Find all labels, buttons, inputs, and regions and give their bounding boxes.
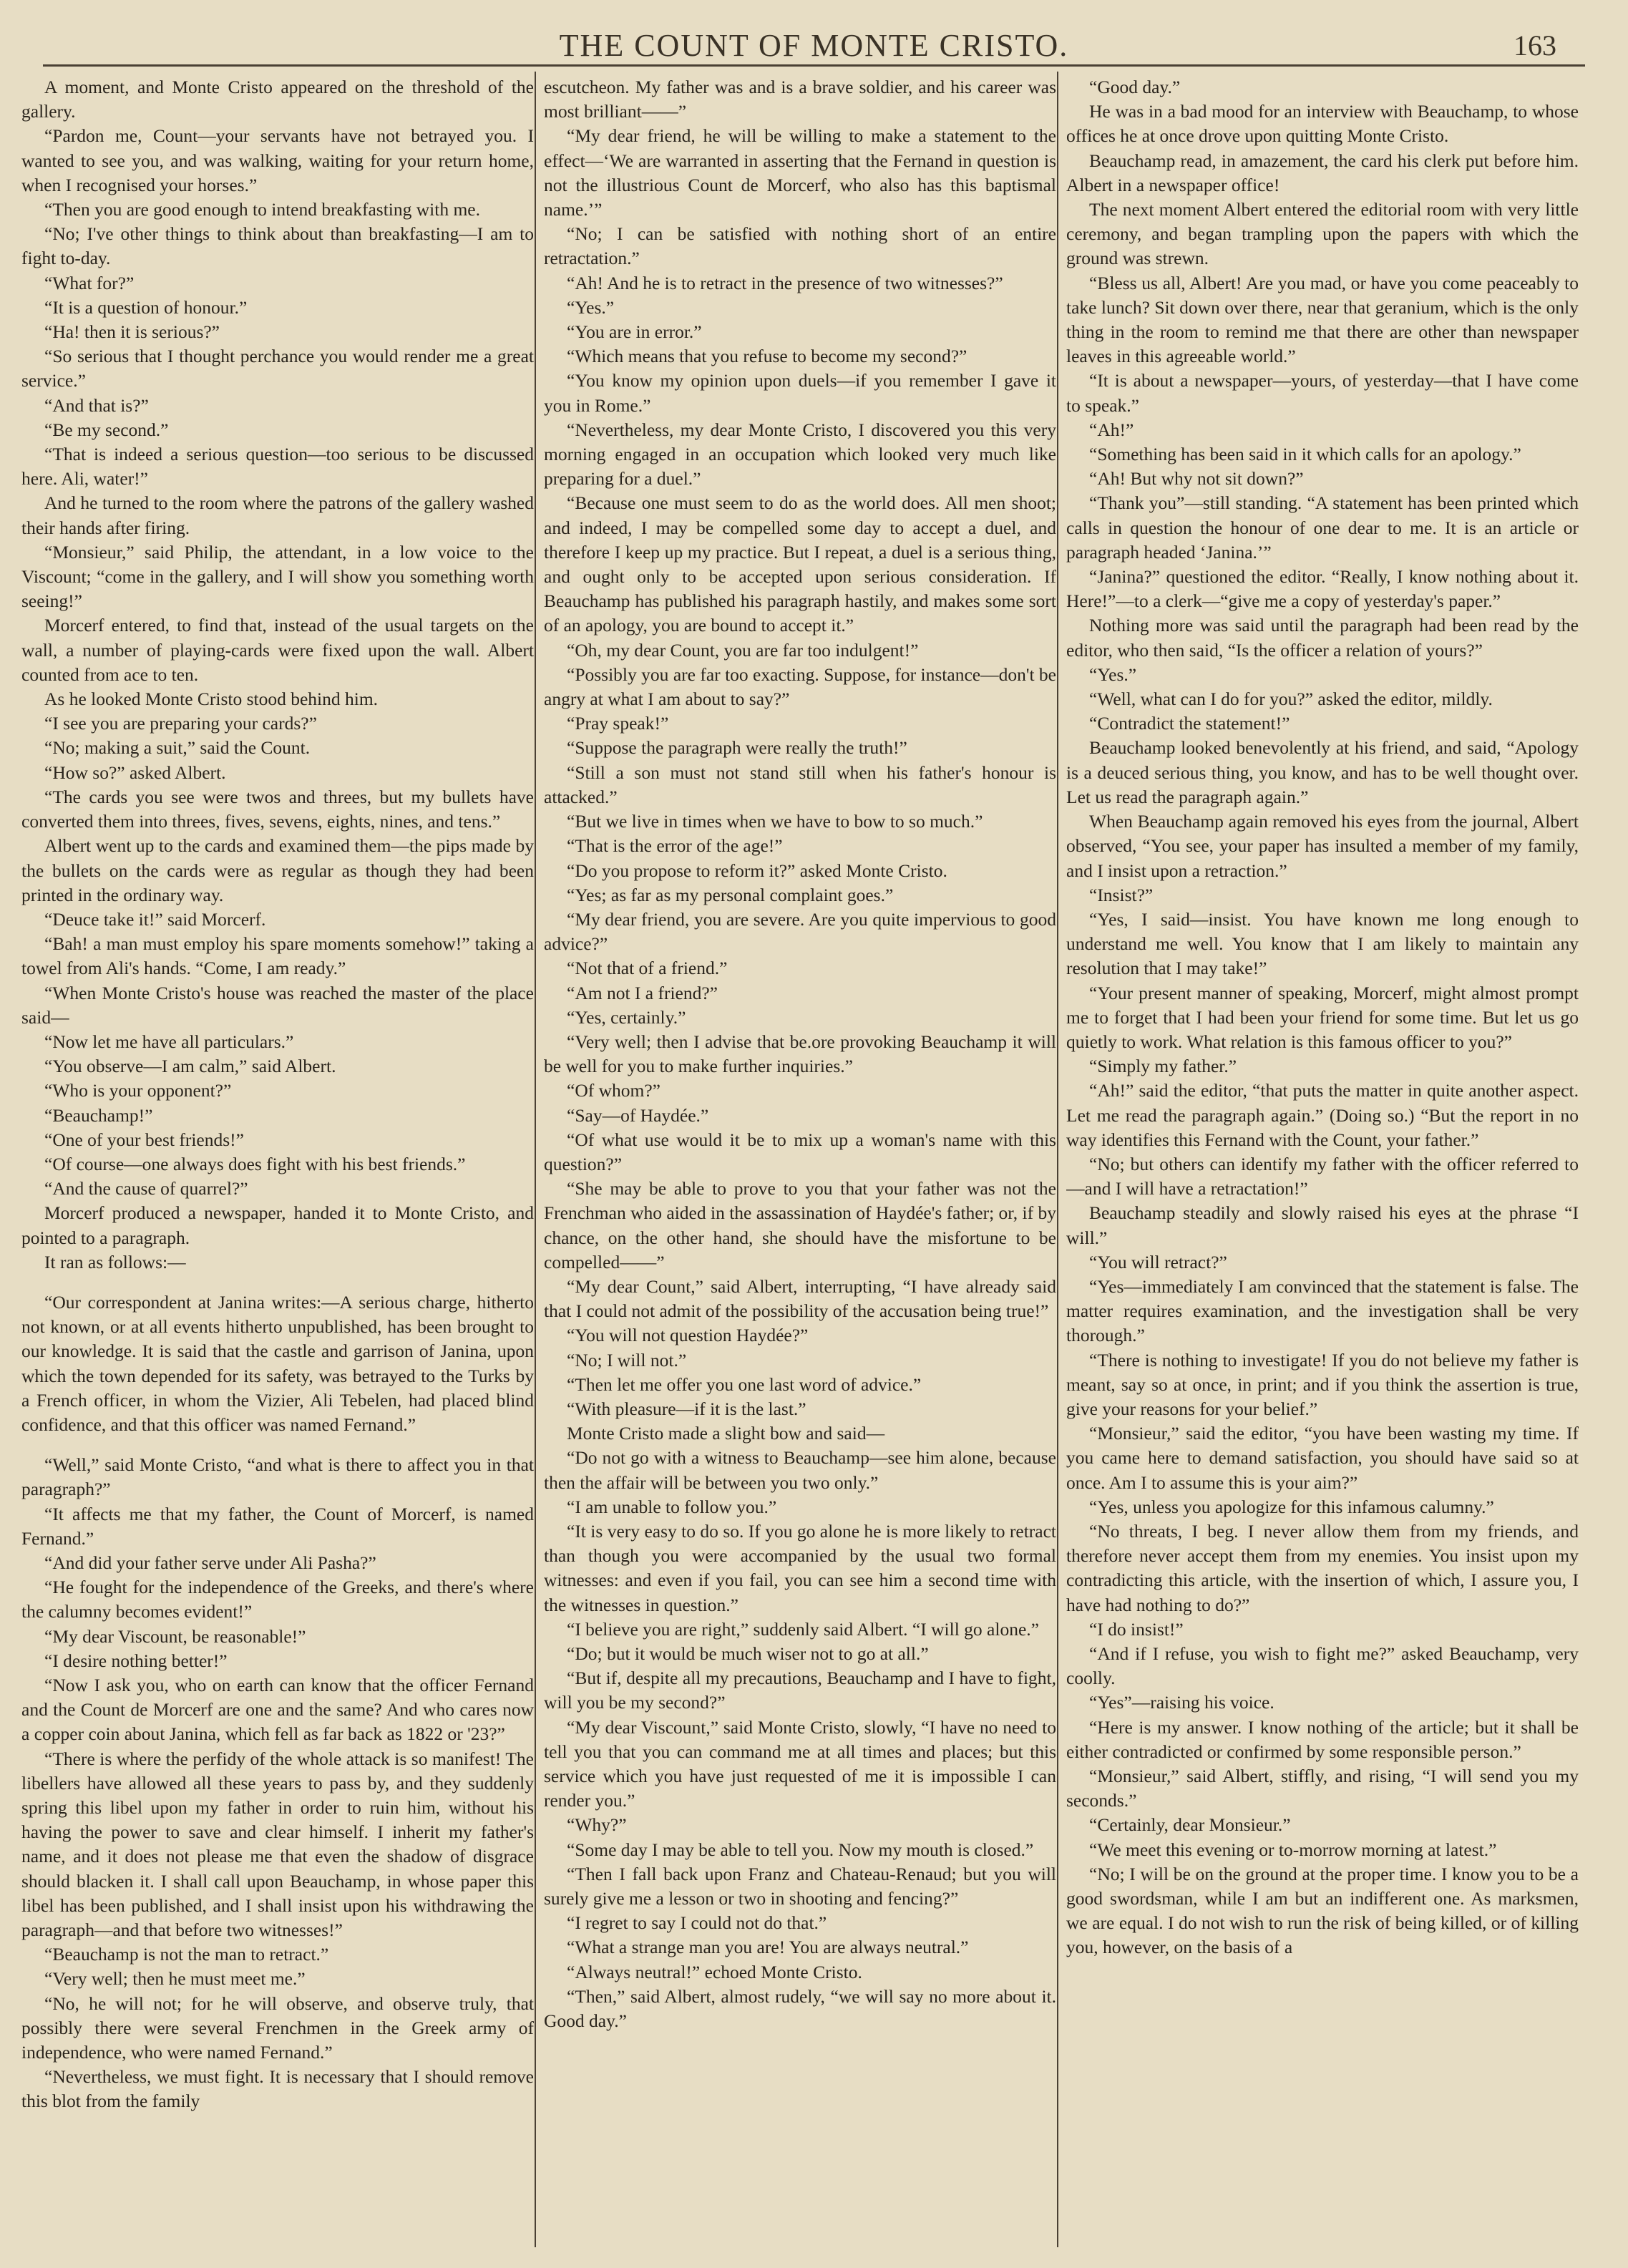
paragraph: “Yes”—raising his voice. (1089, 1692, 1274, 1713)
paragraph: As he looked Monte Cristo stood behind him. (44, 688, 379, 710)
paragraph: “Nevertheless, we must fight. It is necessary that I should remove this blot from the family (21, 2066, 534, 2112)
paragraph: “Some day I may be able to tell you. Now my mouth is closed.” (567, 1839, 1034, 1860)
paragraph: “What a strange man you are! You are always neutral.” (567, 1937, 969, 1958)
paragraph: “Simply my father.” (1089, 1056, 1237, 1077)
paragraph: “Then,” said Albert, almost rudely, “we will say no more about it. Good day.” (544, 1985, 1056, 2032)
paragraph: “No; I can be satisfied with nothing short of an entire retractation.” (544, 223, 1056, 269)
paragraph: “There is nothing to investigate! If you do not believe my father is meant, say so at once, in print; and if you think the assertion is true, give your reasons for your belief.” (1066, 1349, 1579, 1419)
paragraph: Albert went up to the cards and examined them—the pips made by the bullets on the cards were as regular as though they had been printed in the ordinary way. (21, 835, 534, 905)
paragraph: “Because one must seem to do as the world does. All men shoot; and indeed, I may be compelled some day to accept a duel, and therefore I keep up my practice. But I repeat, a duel is a serious thing, and ought only to be accepted upon serious consideration. If Beauchamp has published his paragraph hastily, and makes some sort of an apology, you are bound to accept it.” (544, 492, 1056, 636)
paragraph: “Yes.” (1089, 663, 1137, 685)
paragraph: “Pardon me, Count—your servants have not betrayed you. I wanted to see you, and was walking, waiting for your return home, when I recognised your horses.” (21, 125, 534, 195)
paragraph: “I regret to say I could not do that.” (567, 1912, 827, 1934)
paragraph: “Very well; then I advise that be.ore provoking Beauchamp it will be well for you to make further inquiries.” (544, 1031, 1056, 1077)
paragraph: “Certainly, dear Monsieur.” (1089, 1814, 1291, 1836)
paragraph: “But if, despite all my precautions, Beauchamp and I have to fight, will you be my second?” (544, 1668, 1056, 1713)
paragraph: “But we live in times when we have to bow to so much.” (567, 811, 983, 832)
paragraph: “Our correspondent at Janina writes:—A serious charge, hitherto not known, or at all events hitherto unpublished, has been brought to our knowledge. It is said that the castle and garrison of Janina, upon which the town depended for its safety, was betrayed to the Turks by a French officer, in whom the Vizier, Ali Tebelen, had placed blind confidence, and that this officer was named Fernand.” (21, 1291, 534, 1435)
paragraph: “Do not go with a witness to Beauchamp—see him alone, because then the affair will be between you two only.” (544, 1447, 1056, 1493)
page-title: THE COUNT OF MONTE CRISTO. (559, 28, 1069, 63)
paragraph: When Beauchamp again removed his eyes from the journal, Albert observed, “You see, your paper has insulted a member of my family, and I insist upon a retraction.” (1066, 811, 1579, 881)
paragraph: “Janina?” questioned the editor. “Really, I know nothing about it. Here!”—to a clerk—“give me a copy of yesterday's paper.” (1066, 566, 1579, 612)
paragraph: “Monsieur,” said the editor, “you have been wasting my time. If you came here to demand satisfaction, you should have said so at once. Am I to assume this is your aim?” (1066, 1423, 1579, 1493)
paragraph: “No; I've other things to think about than breakfasting—I am to fight to-day. (21, 223, 534, 269)
paragraph: “How so?” asked Albert. (44, 761, 226, 783)
paragraph: “Suppose the paragraph were really the truth!” (567, 737, 907, 759)
paragraph: “I desire nothing better!” (44, 1650, 228, 1671)
paragraph: “Monsieur,” said Albert, stiffly, and rising, “I will send you my seconds.” (1066, 1766, 1579, 1811)
paragraph: “Who is your opponent?” (44, 1080, 232, 1101)
paragraph: “No; but others can identify my father with the officer referred to—and I will have a retractation!” (1066, 1153, 1579, 1199)
paragraph: “My dear friend, you are severe. Are you quite impervious to good advice?” (544, 908, 1056, 955)
paragraph: “My dear Viscount,” said Monte Cristo, slowly, “I have no need to tell you that you can command me at all times and places; but this service which you have just requested of me it is impossible I can render you.” (544, 1716, 1056, 1811)
paragraph: “Yes, unless you apologize for this infamous calumny.” (1089, 1496, 1494, 1517)
page-number: 163 (1514, 29, 1556, 62)
paragraph: “That is the error of the age!” (567, 835, 783, 857)
paragraph: “We meet this evening or to-morrow morning at latest.” (1089, 1839, 1497, 1860)
paragraph: “He fought for the independence of the Greeks, and there's where the calumny becomes evident!” (21, 1577, 534, 1622)
paragraph: “The cards you see were twos and threes, but my bullets have converted them into threes, fives, sevens, eights, nines, and tens.” (21, 786, 534, 832)
paragraph: The next moment Albert entered the editorial room with very little ceremony, and began trampling upon the papers with which the ground was strewn. (1066, 199, 1579, 269)
paragraph: “You will not question Haydée?” (567, 1325, 809, 1346)
paragraph: “Then I fall back upon Franz and Chateau-Renaud; but you will surely give me a lesson or two in shooting and fencing?” (544, 1863, 1056, 1909)
paragraph: “There is where the perfidy of the whole attack is so manifest! The libellers have allowed all these years to pass by, and they suddenly spring this libel upon my father in order to ruin him, without his having the power to save and clear himself. I inherit my father's name, and it does not please me that even the shadow of disgrace should blacken it. I shall call upon Beauchamp, in whose paper this libel has been published, and I shall insist upon his withdrawing the paragraph—and that before two witnesses!” (21, 1748, 534, 1941)
paragraph: “No; making a suit,” said the Count. (44, 737, 311, 759)
paragraph: Nothing more was said until the paragraph had been read by the editor, who then said, “Is the officer a relation of yours?” (1066, 615, 1579, 661)
column-divider (1057, 72, 1058, 2247)
paragraph: “Monsieur,” said Philip, the attendant, in a low voice to the Viscount; “come in the gallery, and I will show you something worth seeing!” (21, 541, 534, 612)
paragraph: “Yes, certainly.” (567, 1006, 686, 1028)
paragraph: “Not that of a friend.” (567, 958, 728, 979)
paragraph: “You observe—I am calm,” said Albert. (44, 1056, 336, 1077)
paragraph: “You will retract?” (1089, 1251, 1227, 1272)
paragraph: “Why?” (567, 1814, 627, 1836)
paragraph: “Yes, I said—insist. You have known me long enough to understand me well. You know that I am likely to maintain any resolution that I may take!” (1066, 908, 1579, 979)
column-divider (535, 72, 536, 2247)
paragraph: “Deuce take it!” said Morcerf. (44, 908, 266, 930)
paragraph: “Something has been said in it which calls for an apology.” (1089, 444, 1521, 465)
paragraph: “Nevertheless, my dear Monte Cristo, I discovered you this very morning engaged in an occupation which looked very much like preparing for a duel.” (544, 419, 1056, 490)
paragraph: “No; I will not.” (567, 1349, 687, 1371)
paragraph: “And did your father serve under Ali Pasha?” (44, 1552, 376, 1573)
paragraph: “Insist?” (1089, 884, 1154, 905)
paragraph: “Be my second.” (44, 419, 169, 440)
paragraph: “Which means that you refuse to become my second?” (567, 346, 967, 367)
paragraph: “Oh, my dear Count, you are far too indulgent!” (567, 639, 919, 661)
paragraph: “Am not I a friend?” (567, 982, 718, 1003)
text-column-3 (1066, 75, 1579, 2237)
paragraph: Beauchamp looked benevolently at his friend, and said, “Apology is a deuced serious thing, you know, and has to be well thought over. Let us read the paragraph again.” (1066, 737, 1579, 807)
page-header (0, 14, 1628, 64)
paragraph: “Still a son must not stand still when his father's honour is attacked.” (544, 761, 1056, 807)
paragraph: And he turned to the room where the patrons of the gallery washed their hands after firing. (21, 492, 534, 538)
paragraph: “Now I ask you, who on earth can know that the officer Fernand and the Count de Morcerf are one and the same? And who cares now a copper coin about Janina, which fell as far back as 1822 or '23?” (21, 1675, 534, 1745)
paragraph: It ran as follows:— (44, 1251, 186, 1272)
paragraph: Morcerf entered, to find that, instead of the usual targets on the wall, a number of playing-cards were fixed upon the wall. Albert counted from ace to ten. (21, 615, 534, 685)
paragraph: “That is indeed a serious question—too serious to be discussed here. Ali, water!” (21, 444, 534, 490)
paragraph: Monte Cristo made a slight bow and said— (567, 1423, 885, 1444)
paragraph: “And if I refuse, you wish to fight me?” asked Beauchamp, very coolly. (1066, 1643, 1579, 1689)
paragraph: “My dear Count,” said Albert, interrupting, “I have already said that I could not admit of the possibility of the accusation being true!” (544, 1275, 1056, 1322)
paragraph: “You are in error.” (567, 321, 702, 343)
paragraph: “My dear friend, he will be willing to make a statement to the effect—‘We are warranted in asserting that the Fernand in question is not the illustrious Count de Morcerf, who also has this baptismal name.’” (544, 125, 1056, 220)
paragraph: “Always neutral!” echoed Monte Cristo. (567, 1961, 862, 1982)
paragraph: “Of course—one always does fight with his best friends.” (44, 1153, 466, 1174)
text-column-1 (21, 75, 534, 2237)
paragraph: “Possibly you are far too exacting. Suppose, for instance—don't be angry at what I am about to say?” (544, 663, 1056, 710)
paragraph: “It is very easy to do so. If you go alone he is more likely to retract than though you were accompanied by the usual two formal witnesses: and even if you fail, you can see him a second time with the witnesses in question.” (544, 1520, 1056, 1615)
paragraph: “She may be able to prove to you that your father was not the Frenchman who aided in the assassination of Haydée's father; or, if by chance, on the other hand, she should have the misfortune to be compelled——” (544, 1178, 1056, 1272)
paragraph: “And the cause of quarrel?” (44, 1178, 248, 1199)
paragraph: “Bless us all, Albert! Are you mad, or have you come peaceably to take lunch? Sit down over there, near that geranium, which is the only thing in the room to remind me that there are other than newspaper leaves in this agreeable world.” (1066, 272, 1579, 367)
paragraph: Beauchamp steadily and slowly raised his eyes at the phrase “I will.” (1066, 1202, 1579, 1248)
paragraph: “So serious that I thought perchance you would render me a great service.” (21, 346, 534, 391)
paragraph: “What for?” (44, 272, 135, 293)
paragraph: “I am unable to follow you.” (567, 1496, 777, 1517)
paragraph: “Now let me have all particulars.” (44, 1031, 294, 1052)
paragraph: “And that is?” (44, 394, 149, 416)
paragraph: “Pray speak!” (567, 713, 669, 734)
paragraph: “Ah! But why not sit down?” (1089, 468, 1304, 490)
paragraph: “My dear Viscount, be reasonable!” (44, 1625, 306, 1647)
paragraph: “Beauchamp is not the man to retract.” (44, 1944, 329, 1965)
paragraph: “You know my opinion upon duels—if you remember I gave it you in Rome.” (544, 370, 1056, 416)
paragraph: “I believe you are right,” suddenly said Albert. “I will go alone.” (567, 1618, 1039, 1640)
paragraph: “Say—of Haydée.” (567, 1104, 709, 1126)
paragraph: “Yes; as far as my personal complaint goes.” (567, 884, 894, 905)
paragraph: He was in a bad mood for an interview with Beauchamp, to whose offices he at once drove upon quitting Monte Cristo. (1066, 101, 1579, 147)
paragraph: “Bah! a man must employ his spare moments somehow!” taking a towel from Ali's hands. “Come, I am ready.” (21, 933, 534, 979)
paragraph: “Ah!” said the editor, “that puts the matter in quite another aspect. Let me read the paragraph again.” (Doing so.) “But the report in no way identifies this Fernand with the Count, your father.” (1066, 1080, 1579, 1150)
paragraph: “I do insist!” (1089, 1618, 1184, 1640)
paragraph: “Beauchamp!” (44, 1104, 153, 1126)
paragraph: “Ah!” (1089, 419, 1134, 440)
paragraph: “Very well; then he must meet me.” (44, 1968, 306, 1990)
paragraph: Beauchamp read, in amazement, the card his clerk put before him. Albert in a newspaper office! (1066, 150, 1579, 195)
paragraph: “Ha! then it is serious?” (44, 321, 220, 343)
paragraph: Morcerf produced a newspaper, handed it to Monte Cristo, and pointed to a paragraph. (21, 1202, 534, 1248)
paragraph: escutcheon. My father was and is a brave soldier, and his career was most brilliant——” (544, 77, 1056, 122)
paragraph: “Then let me offer you one last word of advice.” (567, 1373, 922, 1395)
paragraph: “I see you are preparing your cards?” (44, 713, 317, 734)
paragraph: “Of whom?” (567, 1080, 661, 1101)
paragraph: “With pleasure—if it is the last.” (567, 1398, 806, 1419)
text-column-2 (544, 75, 1056, 2237)
paragraph: “Then you are good enough to intend breakfasting with me. (44, 199, 480, 220)
paragraph: “Do; but it would be much wiser not to go at all.” (567, 1643, 929, 1664)
paragraph: “Ah! And he is to retract in the presence of two witnesses?” (567, 272, 1003, 293)
header-rule (43, 64, 1585, 67)
paragraph: A moment, and Monte Cristo appeared on the threshold of the gallery. (21, 77, 534, 122)
paragraph: “No, he will not; for he will observe, and observe truly, that possibly there were several Frenchmen in the Greek army of independence, who were named Fernand.” (21, 1992, 534, 2063)
paragraph: “It is about a newspaper—yours, of yesterday—that I have come to speak.” (1066, 370, 1579, 416)
paragraph: “Your present manner of speaking, Morcerf, might almost prompt me to forget that I had been your friend for some time. But let us go quietly to work. What relation is this famous officer to you?” (1066, 982, 1579, 1052)
paragraph: “Thank you”—still standing. “A statement has been printed which calls in question the honour of one dear to me. It is an article or paragraph headed ‘Janina.’” (1066, 492, 1579, 563)
paragraph: “No; I will be on the ground at the proper time. I know you to be a good swordsman, while I am but an indifferent one. As marksmen, we are equal. I do not wish to run the risk of being killed, or of killing you, however, on the basis of a (1066, 1863, 1579, 1958)
paragraph: “Of what use would it be to mix up a woman's name with this question?” (544, 1129, 1056, 1174)
paragraph: “Contradict the statement!” (1089, 713, 1290, 734)
paragraph: “No threats, I beg. I never allow them from my friends, and therefore never accept them from my enemies. You insist upon my contradicting this article, with the insertion of which, I assure you, I have had nothing to do?” (1066, 1520, 1579, 1615)
paragraph: “When Monte Cristo's house was reached the master of the place said— (21, 982, 534, 1028)
paragraph: “It is a question of honour.” (44, 296, 248, 318)
paragraph: “Yes—immediately I am convinced that the statement is false. The matter requires examination, and the investigation shall be very thorough.” (1066, 1275, 1579, 1346)
paragraph: “Well,” said Monte Cristo, “and what is there to affect you in that paragraph?” (21, 1454, 534, 1500)
paragraph: “Well, what can I do for you?” asked the editor, mildly. (1089, 688, 1493, 710)
paragraph: “One of your best friends!” (44, 1129, 244, 1150)
paragraph: “Do you propose to reform it?” asked Monte Cristo. (567, 860, 947, 881)
paragraph: “Here is my answer. I know nothing of the article; but it shall be either contradicted or confirmed by some responsible person.” (1066, 1716, 1579, 1762)
paragraph: “Yes.” (567, 296, 615, 318)
paragraph: “It affects me that my father, the Count of Morcerf, is named Fernand.” (21, 1503, 534, 1549)
paragraph: “Good day.” (1089, 77, 1181, 97)
